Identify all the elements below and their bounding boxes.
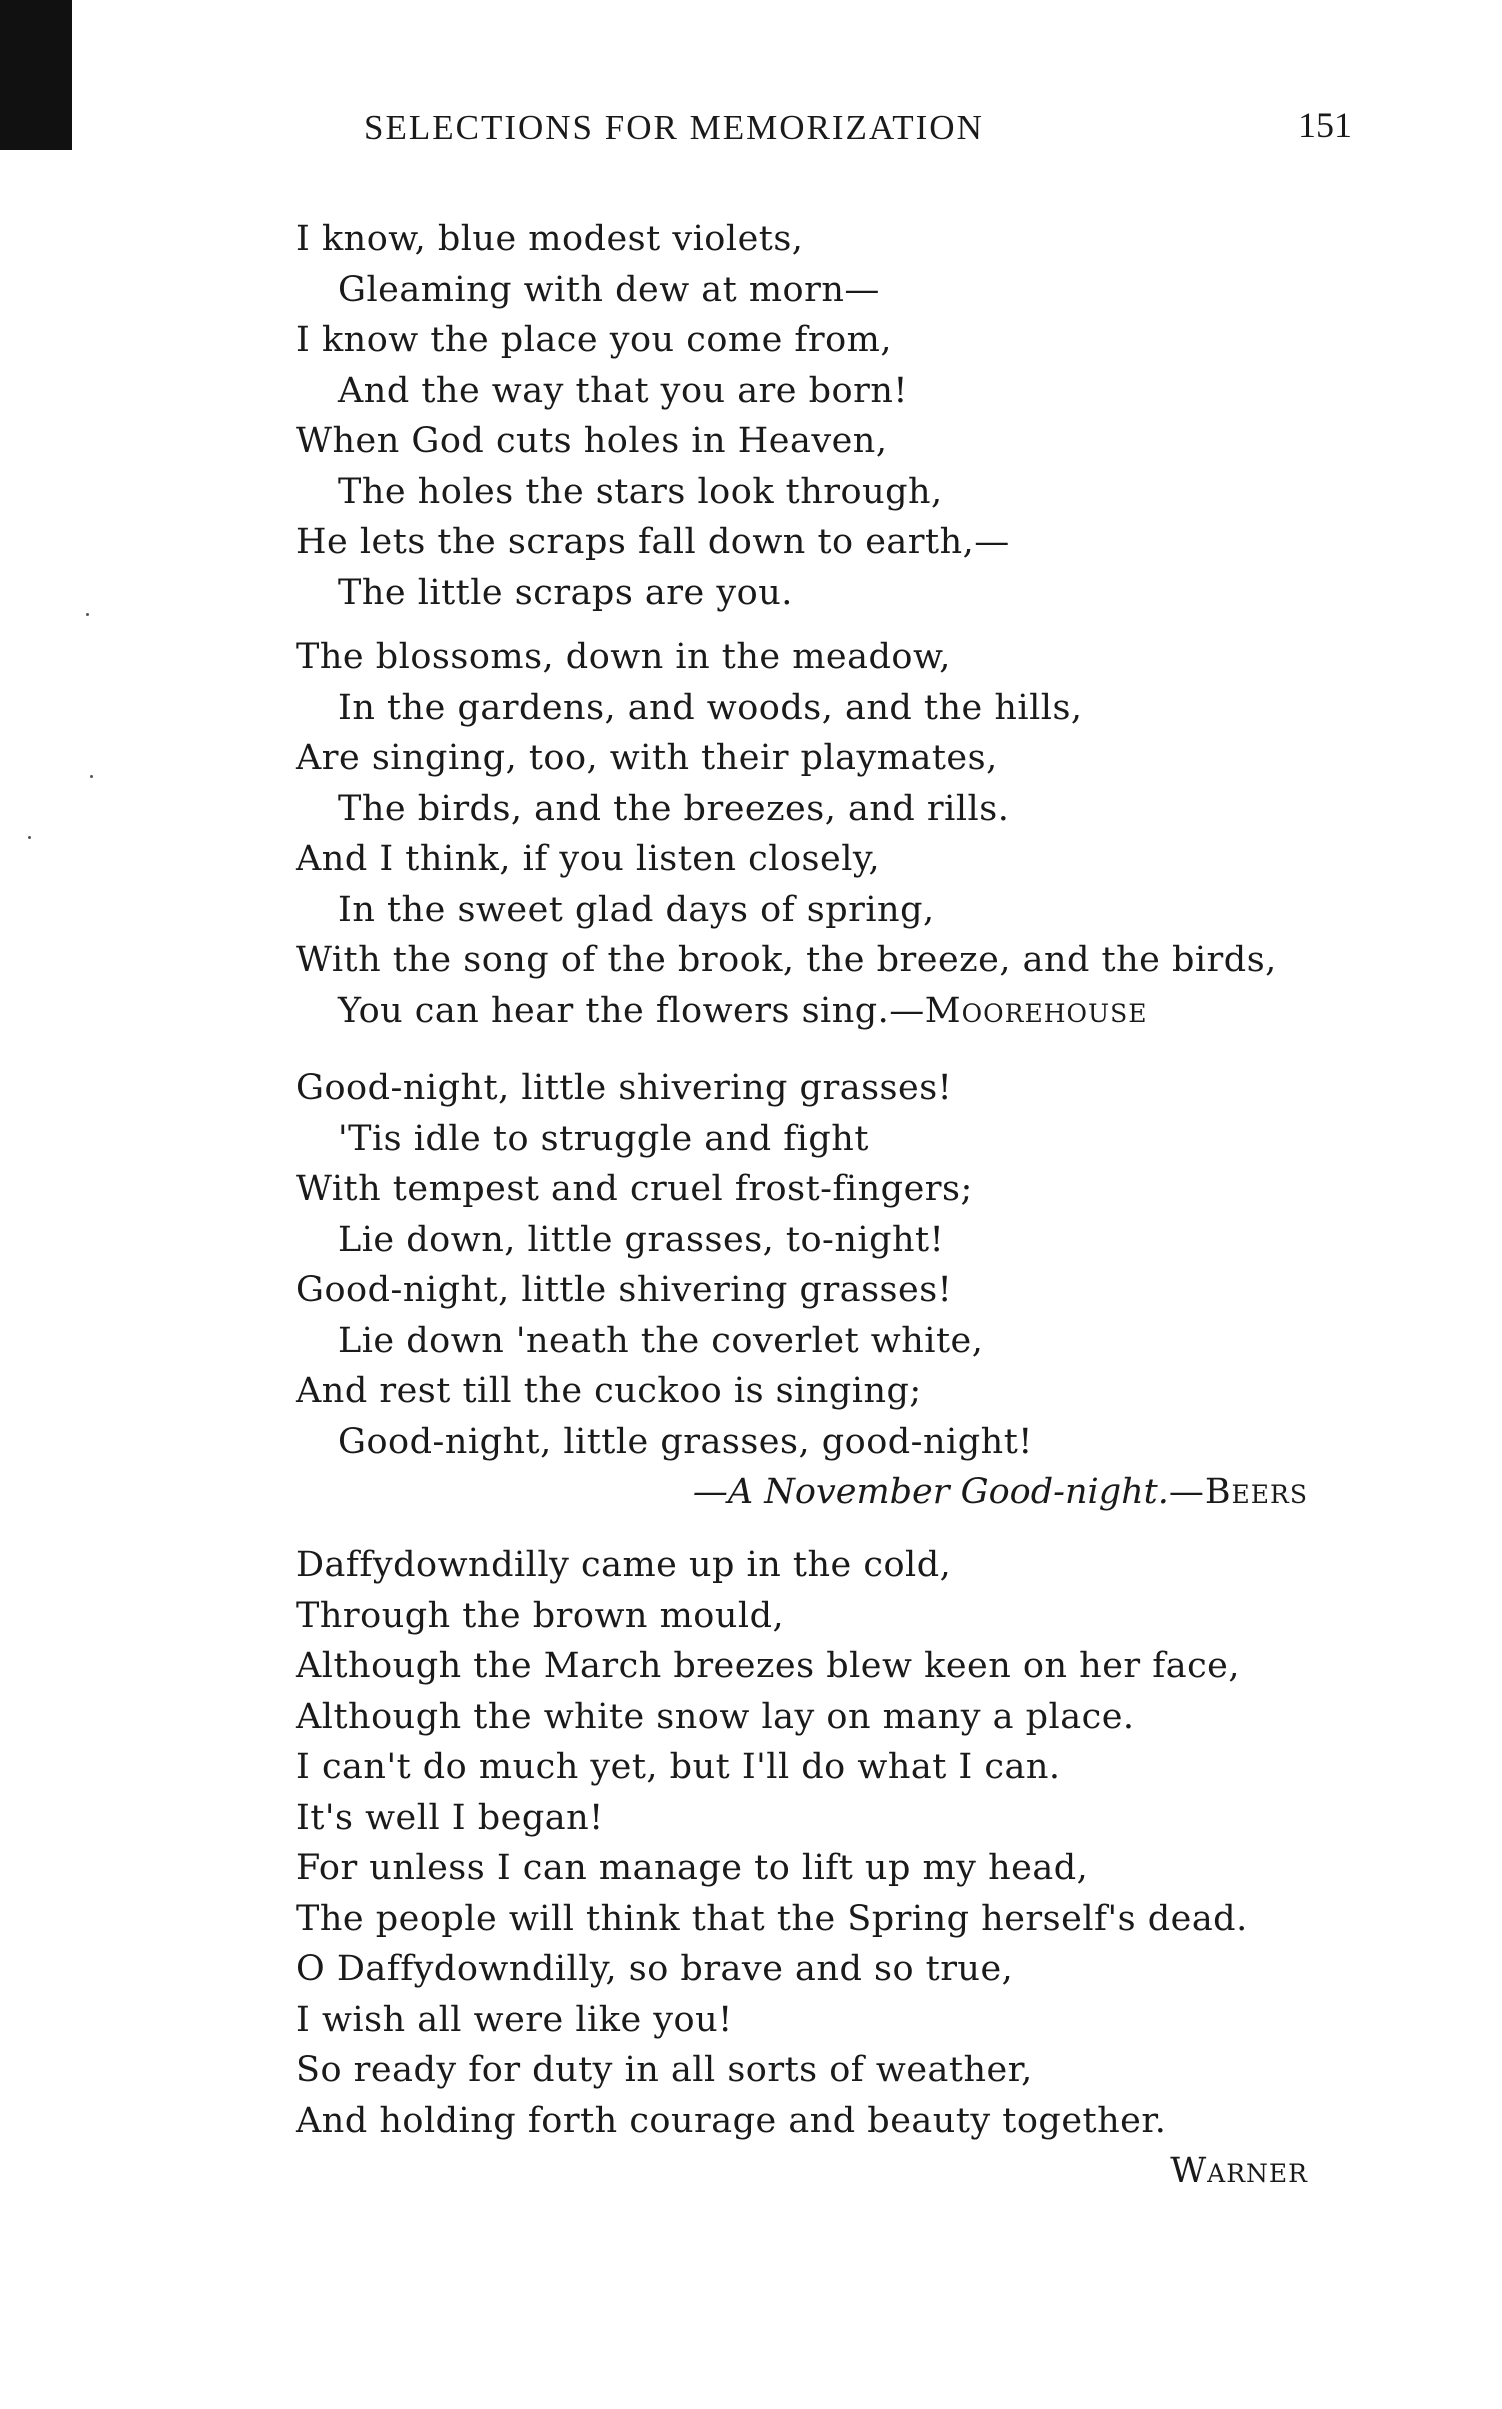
poem-line-text: You can hear the flowers sing.— bbox=[338, 990, 925, 1031]
poem-line: Good-night, little shivering grasses! bbox=[296, 1270, 953, 1310]
poem-line: Through the brown mould, bbox=[296, 1595, 785, 1636]
poem-line: The holes the stars look through, bbox=[338, 471, 943, 512]
poem-line: I wish all were like you! bbox=[296, 1999, 733, 2040]
poem-violets bbox=[296, 214, 1356, 618]
poem-line: The birds, and the breezes, and rills. bbox=[338, 788, 1010, 829]
poem-author: —Beers bbox=[1168, 1472, 1308, 1512]
page-edge-mark bbox=[0, 0, 72, 150]
poem-line: In the sweet glad days of spring, bbox=[338, 889, 935, 930]
poem-november-good-night bbox=[296, 1063, 1356, 1518]
print-speck bbox=[28, 836, 31, 839]
poem-author: Moorehouse bbox=[924, 990, 1148, 1031]
page-number: 151 bbox=[1298, 105, 1352, 145]
poem-title-attribution: —A November Good-night. bbox=[692, 1472, 1169, 1512]
poem-line: And rest till the cuckoo is singing; bbox=[296, 1371, 922, 1411]
poem-line: When God cuts holes in Heaven, bbox=[296, 421, 888, 461]
poem-line: He lets the scraps fall down to earth,— bbox=[296, 522, 1010, 562]
poem-line: 'Tis idle to struggle and fight bbox=[338, 1118, 869, 1159]
print-speck bbox=[86, 613, 89, 616]
poem-line: So ready for duty in all sorts of weather, bbox=[296, 2050, 1033, 2090]
poem-line: Are singing, too, with their playmates, bbox=[296, 738, 998, 778]
print-speck bbox=[90, 775, 93, 778]
poem-line: The little scraps are you. bbox=[338, 572, 793, 613]
poem-line: And the way that you are born! bbox=[338, 370, 908, 411]
poem-blossoms bbox=[296, 632, 1356, 1036]
poem-line: Good-night, little grasses, good-night! bbox=[338, 1421, 1033, 1462]
poem-line: I can't do much yet, but I'll do what I can. bbox=[296, 1747, 1061, 1787]
poem-author: Warner bbox=[1170, 2151, 1308, 2191]
poem-line-with-author bbox=[296, 986, 1356, 1037]
poem-line: With tempest and cruel frost-fingers; bbox=[296, 1169, 973, 1209]
poem-line: Although the white snow lay on many a place. bbox=[296, 1696, 1135, 1737]
poem-line: Although the March breezes blew keen on her face, bbox=[296, 1646, 1241, 1686]
poem-line: Gleaming with dew at morn— bbox=[338, 269, 880, 310]
poem-line: For unless I can manage to lift up my head, bbox=[296, 1848, 1089, 1888]
poem-line: With the song of the brook, the breeze, and the birds, bbox=[296, 940, 1277, 980]
poem-line: Lie down, little grasses, to-night! bbox=[338, 1219, 945, 1260]
poem-line: Lie down 'neath the coverlet white, bbox=[338, 1320, 984, 1361]
poem-line: And holding forth courage and beauty together. bbox=[296, 2100, 1167, 2141]
poem-line: In the gardens, and woods, and the hills, bbox=[338, 687, 1083, 728]
poem-line: I know the place you come from, bbox=[296, 320, 892, 360]
poem-line: The blossoms, down in the meadow, bbox=[296, 637, 951, 677]
poem-line: The people will think that the Spring herself's dead. bbox=[296, 1898, 1248, 1939]
poem-line: O Daffydowndilly, so brave and so true, bbox=[296, 1949, 1014, 1989]
poem-daffydowndilly bbox=[296, 1540, 1356, 2197]
poem-line: Good-night, little shivering grasses! bbox=[296, 1068, 953, 1108]
poem-line: Daffydowndilly came up in the cold, bbox=[296, 1545, 952, 1585]
poem-line: I know, blue modest violets, bbox=[296, 219, 804, 259]
poem-attribution bbox=[296, 1467, 1356, 1518]
poem-attribution bbox=[296, 2146, 1356, 2197]
poem-line: And I think, if you listen closely, bbox=[296, 839, 881, 879]
poem-line: It's well I began! bbox=[296, 1797, 604, 1838]
running-head: SELECTIONS FOR MEMORIZATION bbox=[364, 108, 984, 147]
